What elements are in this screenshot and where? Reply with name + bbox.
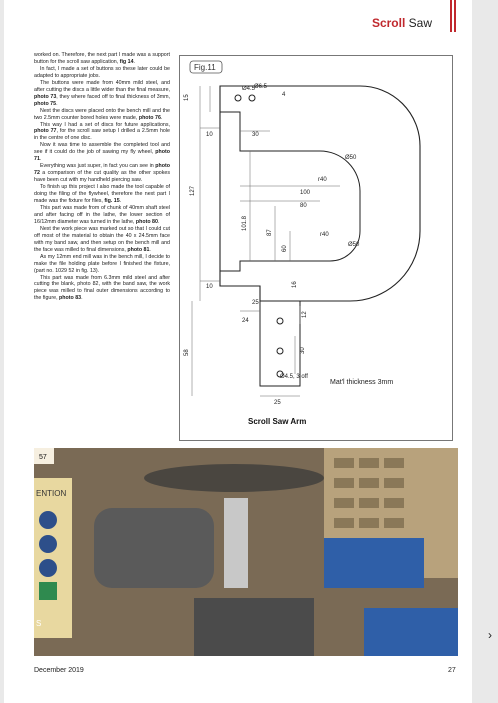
figure-reference: photo 73 [34, 93, 57, 100]
paragraph-text: . [149, 246, 151, 253]
figure-reference: photo 80 [135, 218, 158, 225]
paragraph-text: . [157, 218, 160, 225]
dim-label: Ø4.5, 3 off [280, 374, 308, 380]
vise-blue [324, 538, 424, 588]
dim-label: 60 [282, 245, 288, 252]
dim-label: 16 [292, 281, 298, 288]
dim-label: 101.8 [242, 215, 248, 231]
article-text-column [34, 52, 170, 302]
dim-label: 58 [184, 349, 190, 356]
figure-reference: photo 75 [34, 100, 57, 107]
dim-label: 30 [300, 347, 306, 354]
paragraph-text: . [133, 58, 136, 65]
sign-text: S [36, 619, 42, 628]
article-paragraph [34, 52, 170, 66]
article-paragraph [34, 275, 170, 303]
figure-11-drawing [179, 55, 453, 441]
paragraph-text: This part was made from 6.3mm mild steel and after cutting the blank, photo 82, with the band saw, the work piece was milled to final outer dimensions according to the figure, [34, 274, 170, 302]
dimension-labels [184, 84, 360, 406]
paragraph-text: This part was made from of chunk of 40mm shaft steel and after facing off in the lathe, the lower section of 16/12mm diameter was turned in the lathe, [34, 204, 170, 225]
dim-label: r40 [320, 232, 329, 238]
header-word-scroll: Scroll [371, 16, 406, 30]
article-paragraph [34, 205, 170, 226]
figure-reference: photo 71 [34, 149, 170, 163]
dim-label: 15 [184, 94, 190, 101]
paragraph-text: To finish up this project I also made the tool capable of doing the filing of the flywheel, therefore the next part I made was the fixture for files, [34, 184, 170, 205]
paragraph-text: . [81, 295, 83, 302]
figure-reference: photo 83 [59, 295, 82, 302]
safety-icon [39, 511, 57, 529]
dim-label: 87 [267, 229, 273, 236]
paragraph-text: As my 12mm end mill was in the bench mill, I decide to make the file holding plate before I finished the fixture, (part no. 1029 52 in fig. 13). [34, 253, 170, 274]
dim-label: 30 [252, 132, 259, 138]
page-number: 27 [448, 667, 456, 674]
article-paragraph [34, 142, 170, 163]
dim-label: 4 [282, 92, 286, 98]
next-page-arrow-icon[interactable]: › [488, 628, 492, 642]
photo-number: 57 [39, 454, 47, 461]
article-paragraph [34, 122, 170, 143]
photo-illustration [34, 448, 458, 656]
warning-sign [34, 478, 72, 638]
paragraph-text: Next the discs were placed onto the bench mill and the two 2.5mm counter bored holes were made, [34, 107, 170, 121]
hole-small [249, 95, 255, 101]
paragraph-text: Everything was just super, in fact you can see in [40, 163, 156, 170]
dim-label: 12 [302, 311, 308, 318]
article-paragraph [34, 163, 170, 184]
workshop-photo [34, 448, 458, 656]
lathe-chuck [94, 508, 214, 588]
steel-workpiece [224, 498, 248, 588]
first-aid-icon [39, 582, 57, 600]
dim-label: 25 [274, 400, 281, 406]
dim-label: Ø4.5 [242, 86, 256, 92]
dim-label: Ø6.5 [254, 84, 268, 90]
article-paragraph [34, 80, 170, 108]
dim-label: Ø50 [348, 242, 360, 248]
dim-label: 127 [190, 185, 196, 196]
paragraph-text: . [160, 114, 163, 121]
hole-small [235, 95, 241, 101]
paragraph-text: , for the scroll saw setup I drilled a 2.5mm hole in the centre of one disc. [34, 128, 170, 142]
figure-reference: fig 14 [119, 58, 134, 65]
section-header [372, 16, 432, 30]
article-paragraph [34, 254, 170, 275]
dim-label: 25 [252, 300, 259, 306]
sign-text: ENTION [36, 489, 67, 498]
paragraph-text: The buttons were made from 40mm mild steel, and after cutting the discs a little wider than the final measure, [34, 79, 170, 93]
figure-caption: Scroll Saw Arm [248, 417, 307, 426]
figure-reference: photo 76 [138, 114, 161, 121]
article-paragraph [34, 66, 170, 80]
dim-label: 80 [300, 203, 307, 209]
paragraph-text: . [56, 100, 58, 107]
dimension-lines [192, 86, 340, 396]
magazine-page [4, 0, 472, 703]
figure-reference: photo 72 [34, 163, 170, 177]
figure-reference: photo 81 [127, 246, 150, 253]
footer-date: December 2019 [34, 667, 84, 674]
machine-base [194, 598, 314, 656]
article-paragraph [34, 184, 170, 205]
material-note: Mat'l thickness 3mm [330, 379, 394, 386]
article-paragraph [34, 108, 170, 122]
paragraph-text: Now it was time to assemble the completed tool and see if it could do the job of sawing my fly wheel, [34, 142, 170, 156]
paragraph-text: This way I had a set of discs for future applications, [40, 121, 170, 128]
technical-drawing [180, 56, 452, 440]
safety-icon [39, 535, 57, 553]
paragraph-text: , they where faced off to final thickness of 3mm, [56, 93, 171, 100]
safety-icon [39, 559, 57, 577]
article-paragraph [34, 226, 170, 254]
bench-blue [364, 608, 458, 656]
paragraph-text: a comparison of the cut quality as the other spokes have been cut with my handheld piercing saw. [34, 170, 170, 184]
dim-label: r40 [318, 177, 327, 183]
paragraph-text: . [39, 156, 42, 163]
figure-reference: fig. 15 [104, 198, 120, 205]
paragraph-text: In fact, I made a set of buttons so these later could be adapted to appropriate jobs. [34, 65, 170, 79]
paragraph-text: Next the work piece was marked out so that I could cut off most of the material to obtain the 40 x 24.5mm face with my band saw, and then setup on the bench mill and the face was milled to final dimensions, [34, 225, 170, 253]
header-bar [454, 0, 456, 32]
header-bar [450, 0, 452, 32]
paragraph-text: worked on. Therefore, the next part I made was a support button for the scroll saw application, [34, 52, 170, 65]
paragraph-text: . [119, 198, 122, 205]
figure-label: Fig.11 [194, 63, 216, 72]
header-word-saw: Saw [408, 16, 432, 30]
dim-label: Ø50 [345, 155, 357, 161]
disc-plate [144, 464, 324, 492]
hole-small [277, 348, 283, 354]
hole-small [277, 318, 283, 324]
dim-label: 10 [206, 132, 213, 138]
dim-label: 100 [300, 190, 311, 196]
dim-label: 10 [206, 284, 213, 290]
dim-label: 24 [242, 318, 249, 324]
figure-reference: photo 77 [34, 128, 57, 135]
